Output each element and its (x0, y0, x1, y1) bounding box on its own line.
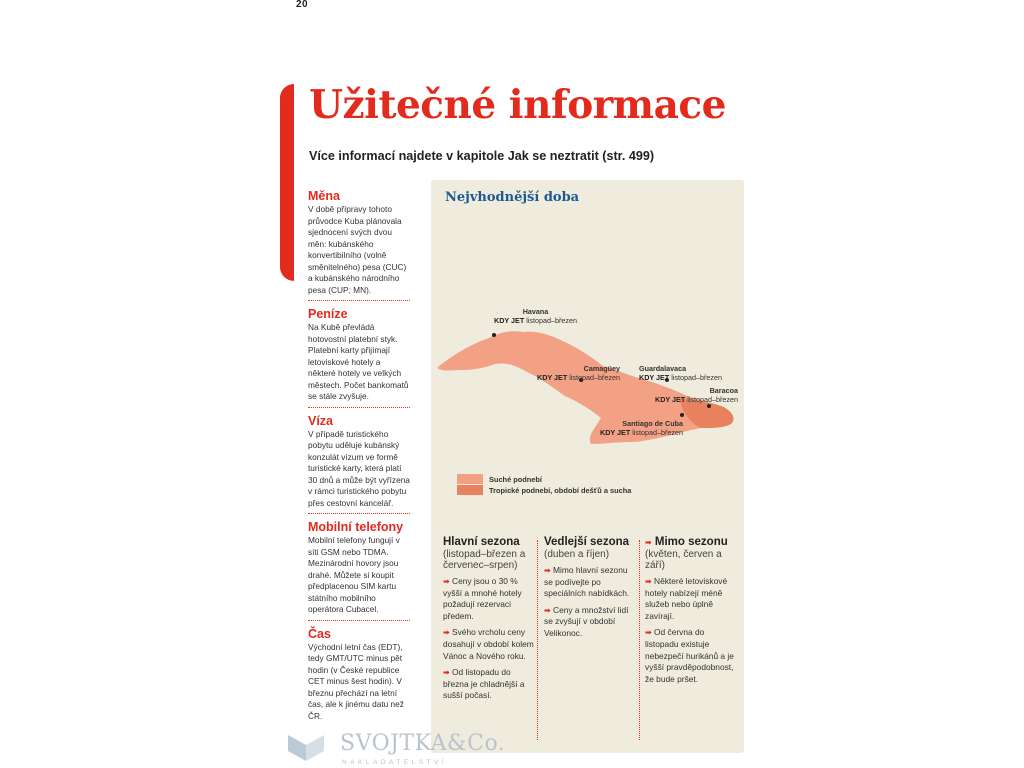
season-bullet (544, 565, 636, 600)
kdy-jet-label: KDY JET (494, 316, 525, 325)
section-text: Na Kubě převládá hotovostní platební styk. Platební karty přijímají letoviskové hotely a některé hotely ve velkých městech. Počet bankomatů se stále zvyšuje. (308, 322, 409, 401)
section-cas (308, 627, 410, 723)
map-label-baracoa (655, 386, 738, 404)
season-heading: Hlavní sezona (443, 536, 520, 548)
section-mobilni-telefony (308, 520, 410, 621)
dotted-divider (308, 513, 410, 514)
bullet-text: Některé letoviskové hotely nabízejí méně služeb nebo úplně zavírají. (645, 576, 728, 621)
section-text: V případě turistického pobytu uděluje kubánský konzulát vízum ve formě turistické karty, která platí 30 dnů a může být vyřízena v rámci turistického pobytu přes cestovní kancelář. (308, 428, 410, 508)
best-time-panel (431, 180, 744, 753)
arrow-icon: ➡ (645, 538, 652, 547)
arrow-icon: ➡ (544, 566, 551, 575)
red-tab-marker (280, 84, 294, 281)
season-bullet (443, 667, 535, 702)
santiago-dot (680, 413, 684, 417)
section-heading: Měna (308, 189, 340, 203)
arrow-icon: ➡ (443, 628, 450, 638)
season-heading (645, 536, 737, 549)
city-period: listopad–březen (526, 316, 577, 325)
bullet-text: Od listopadu do března je chladnější a sušší počasí. (443, 667, 525, 701)
city-name: Baracoa (709, 386, 738, 395)
city-name: Santiago de Cuba (622, 419, 683, 428)
dotted-divider (308, 620, 410, 621)
section-viza (308, 414, 410, 515)
section-heading: Mobilní telefony (308, 520, 404, 534)
city-period: listopad–březen (569, 373, 620, 382)
dotted-divider (308, 407, 410, 408)
panel-title: Nejvhodnější doba (445, 190, 580, 205)
legend-dry: Suché podnebí (489, 475, 542, 484)
publisher-logo-icon (286, 731, 326, 763)
publisher-subtitle: NAKLADATELSTVÍ (342, 759, 448, 766)
city-name: Guardalavaca (639, 364, 687, 373)
dotted-divider (308, 300, 410, 301)
arrow-icon: ➡ (645, 577, 652, 586)
kdy-jet-label: KDY JET (600, 428, 631, 437)
page-subtitle: Více informací najdete v kapitole Jak se neztratit (str. 499) (309, 149, 655, 163)
section-heading: Čas (308, 626, 331, 641)
legend-tropical: Tropické podnebí, období dešťů a sucha (489, 486, 632, 495)
season-shoulder (544, 536, 636, 640)
havana-dot (492, 333, 496, 337)
section-heading: Víza (308, 413, 334, 428)
city-period: listopad–březen (687, 395, 738, 404)
arrow-icon: ➡ (544, 605, 551, 615)
bullet-text: Od června do listopadu existuje nebezpečí hurikánů a je vyšší pravděpodobnost, že bude pršet. (645, 627, 734, 684)
bullet-text: Ceny a množství lidí se zvyšují v období Velikonoc. (544, 604, 629, 638)
publisher-brand: SVOJTKA&Co. (340, 731, 506, 756)
season-bullet (645, 627, 737, 685)
season-main (443, 536, 535, 702)
page-number: 20 (296, 0, 309, 10)
season-bullet (645, 576, 737, 622)
section-text: Východní letní čas (EDT), tedy GMT/UTC minus pět hodin (v České republice CET minus šest hodin). V březnu přechází na letní čas, ale k jinému datu než ČR. (308, 641, 404, 721)
bullet-text: Mimo hlavní sezonu se podívejte po speciálních nabídkách. (544, 565, 630, 599)
city-period: listopad–březen (632, 428, 683, 437)
column-divider (537, 540, 538, 740)
season-bullet (443, 576, 535, 622)
kdy-jet-label: KDY JET (537, 373, 568, 382)
map-label-havana (494, 307, 577, 325)
season-heading-text: Mimo sezonu (654, 536, 728, 548)
kdy-jet-label: KDY JET (655, 395, 686, 404)
section-mena (308, 189, 410, 301)
publisher-watermark (286, 728, 506, 768)
city-name: Havana (522, 307, 549, 316)
bullet-text: Svého vrcholu ceny dosahují v období kolem Vánoc a Nového roku. (443, 627, 534, 661)
city-name: Camagüey (583, 364, 620, 373)
baracoa-dot (707, 404, 711, 408)
legend-swatch-dry (457, 474, 483, 484)
bullet-text: Ceny jsou o 30 % vyšší a mnohé hotely požadují rezervaci předem. (443, 576, 522, 621)
page-title: Užitečné informace (309, 82, 726, 128)
city-period: listopad–březen (671, 373, 722, 382)
season-period: (květen, červen a září) (645, 549, 722, 571)
section-text: V době přípravy tohoto průvodce Kuba plánovala sjednocení svých dvou měn: kubánského konvertibilního (volně směnitelného) pesa (CUC) a kubánského národního pesa (CUP; MN). (308, 204, 407, 295)
season-period: (duben a říjen) (544, 549, 610, 560)
arrow-icon: ➡ (645, 628, 652, 638)
season-low (645, 536, 737, 685)
season-bullet (443, 627, 535, 662)
map-label-camaguey (537, 364, 620, 382)
arrow-icon: ➡ (443, 668, 450, 678)
kdy-jet-label: KDY JET (639, 373, 670, 382)
arrow-icon: ➡ (443, 577, 450, 586)
legend-swatch-tropical (457, 485, 483, 495)
map-label-guardalavaca (639, 364, 722, 382)
season-period: (listopad–březen a červenec–srpen) (443, 549, 526, 571)
section-text: Mobilní telefony fungují v síti GSM nebo TDMA. Mezinárodní hovory jsou drahé. Můžete si koupit předplacenou SIM kartu státního mobilního operátora Cubacel. (308, 535, 400, 614)
column-divider (639, 540, 640, 740)
map-label-santiago (600, 419, 683, 437)
season-heading: Vedlejší sezona (544, 536, 630, 548)
section-heading: Peníze (308, 307, 348, 321)
cuba-map (431, 180, 744, 510)
section-penize (308, 307, 410, 408)
info-sidebar (308, 189, 410, 722)
season-bullet (544, 605, 636, 640)
